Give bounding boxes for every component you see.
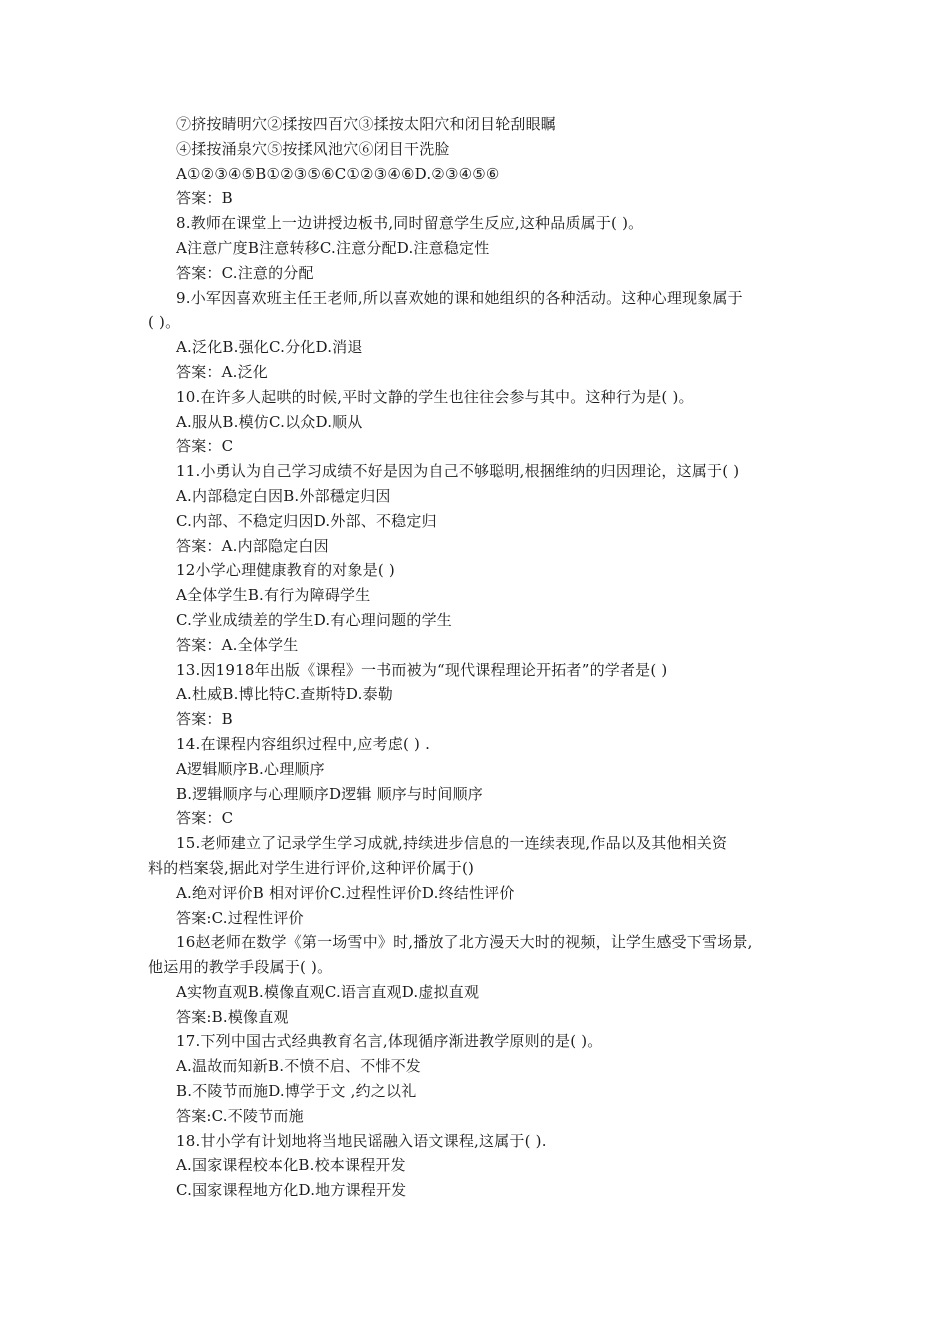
text-line: 答案：C	[176, 809, 234, 828]
text-line: 12小学心理健康教育的对象是( )	[176, 561, 395, 580]
text-line: 13.因1918年出版《课程》一书而被为“现代课程理论开拓者”的学者是( )	[176, 660, 668, 679]
text-line: A.服从B.模仿C.以众D.顺从	[176, 412, 363, 431]
text-line: A注意广度B注意转移C.注意分配D.注意稳定性	[176, 238, 490, 257]
text-line: 料的档案袋,据此对学生进行评价,这种评价属于()	[148, 858, 475, 877]
text-line: 答案：B	[176, 710, 233, 729]
text-line: ⑦挤按睛明穴②揉按四百穴③揉按太阳穴和闭目轮刮眼瞩	[176, 115, 557, 133]
text-line: 答案：A.内部隐定白因	[176, 536, 329, 555]
text-line: A.内部稳定白因B.外部穩定归因	[176, 486, 391, 505]
text-line: A实物直观B.模像直观C.语言直观D.虚拟直观	[176, 982, 480, 1001]
text-line: 8.教师在课堂上一边讲授边板书,同时留意学生反应,这种品质属于( )。	[176, 214, 644, 233]
text-line: A.温故而知新B.不愤不启、不悱不发	[176, 1057, 421, 1076]
text-line: A.杜威B.博比特C.查斯特D.泰勒	[176, 685, 393, 704]
text-line: 答案:C.不陵节而施	[176, 1106, 304, 1125]
text-line: 9.小军因喜欢班主任王老师,所以喜欢她的课和她组织的各种活动。这种心理现象属于	[176, 288, 743, 307]
text-line: C.内部、不稳定归因D.外部、不稳定归	[176, 511, 437, 530]
document-page	[0, 112, 950, 1203]
text-line: ④揉按涌泉穴⑤按揉风池穴⑥闭目干洗脸	[176, 139, 450, 158]
text-line: 14.在课程内容组织过程中,应考虑( ) .	[176, 734, 431, 753]
text-line: A①②③④⑤B①②③⑤⑥C①②③④⑥D.②③④⑤⑥	[176, 164, 500, 183]
text-line: 答案：A.泛化	[176, 362, 269, 381]
text-line: 答案:C.过程性评价	[176, 908, 304, 927]
text-line: A.泛化B.强化C.分化D.消退	[176, 338, 363, 357]
text-line: 答案：A.全体学生	[176, 635, 299, 654]
text-line: 答案：B	[176, 189, 233, 208]
text-line: 答案：C	[176, 437, 234, 456]
text-line: ( )。	[148, 313, 181, 332]
text-line: A全体学生B.有行为障碍学生	[176, 586, 371, 605]
text-line: 18.甘小学有计划地将当地民谣融入语文课程,这属于( ).	[176, 1131, 547, 1150]
text-line: B.逻辑顺序与心理顺序D逻辑 顺序与时间顺序	[176, 784, 483, 803]
text-line: 答案：C.注意的分配	[176, 263, 314, 282]
text-line: 16赵老师在数学《第一场雪中》时,播放了北方漫天大时的视频，让学生感受下雪场景,	[176, 933, 753, 952]
text-line: A.国家课程校本化B.校本课程开发	[176, 1156, 406, 1175]
text-line: A逻辑顺序B.心理顺序	[176, 759, 325, 778]
text-line: A.绝对评价B 相对评价C.过程性评价D.终结性评价	[176, 883, 515, 902]
text-line: 10.在许多人起哄的时候,平时文静的学生也往往会参与其中。这种行为是( )。	[176, 387, 694, 406]
text-line: C.国家课程地方化D.地方课程开发	[176, 1181, 407, 1200]
text-line: 他运用的教学手段属于( )。	[148, 958, 333, 977]
text-line: 11.小勇认为自己学习成绩不好是因为自己不够聪明,根捆维纳的归因理论，这属于( )	[176, 462, 740, 481]
text-line: 17.下列中国古式经典教育名言,体现循序渐进教学原则的是( )。	[176, 1032, 603, 1051]
text-line: 15.老师建立了记录学生学习成就,持续进步信息的一连续表现,作品以及其他相关资	[176, 834, 728, 853]
text-line: B.不陵节而施D.博学于文 ,约之以礼	[176, 1082, 417, 1101]
text-line: C.学业成绩差的学生D.有心理问题的学生	[176, 610, 452, 629]
text-line: 答案:B.模像直观	[176, 1007, 289, 1026]
